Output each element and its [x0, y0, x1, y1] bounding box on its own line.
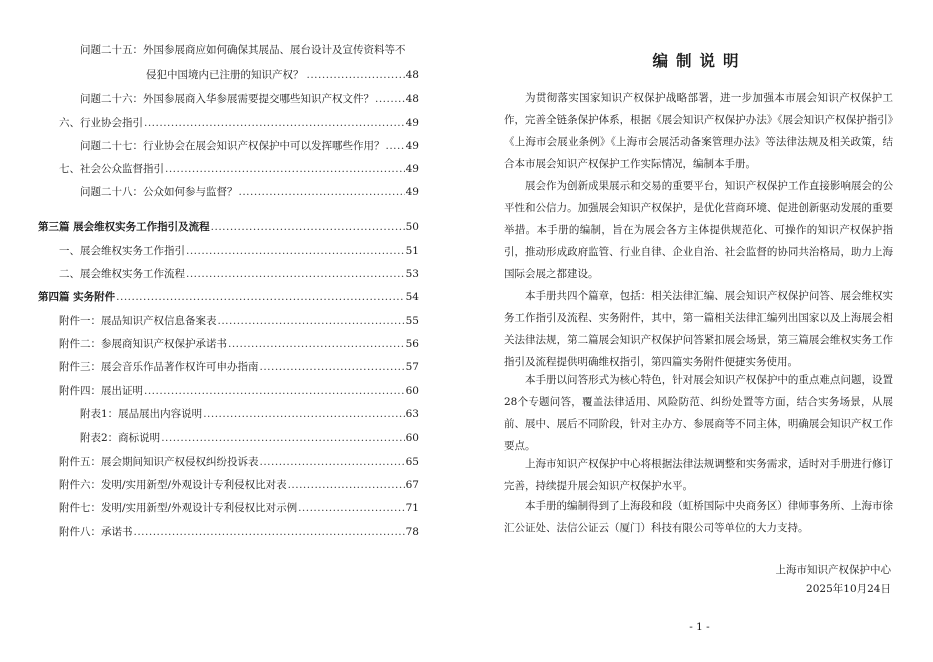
toc-entry-text: 附件四：展出证明 — [59, 385, 143, 397]
preface-paragraph: 展会作为创新成果展示和交易的重要平台，知识产权保护工作直接影响展会的公平性和公信力。加强展会知识产权保护，是优化营商环境、促进创新驱动发展的重要举措。本手册的编制，旨在为展会各方主体提供规范化、可操作的知识产权保护指引，推动形成政府监管、行业自律、企业自治、社会监督的协同共治格局，助力上海国际会展之都建设。 — [504, 180, 893, 280]
toc-page — [0, 0, 466, 662]
toc-leader — [298, 501, 405, 515]
toc-leader — [165, 162, 405, 176]
toc-part-entry[interactable] — [38, 290, 419, 304]
toc-entry-page: 49 — [405, 117, 419, 129]
toc-entry-text: 附件五：展会期间知识产权侵权纠纷投诉表 — [59, 456, 259, 468]
toc-entry-text: 附件一：展品知识产权信息备案表 — [59, 315, 217, 327]
toc-entry-text: 附件三：展会音乐作品著作权许可申办指南 — [59, 361, 259, 373]
toc-entry-text: 第三篇 展会维权实务工作指引及流程 — [38, 221, 210, 233]
toc-entry-page: 71 — [405, 502, 419, 514]
preface-page — [466, 0, 933, 662]
toc-entry-text: 侵犯中国境内已注册的知识产权？ — [146, 69, 304, 81]
toc-entry[interactable] — [59, 360, 419, 374]
toc-leader — [144, 384, 405, 398]
toc-entry-page: 67 — [405, 479, 419, 491]
preface-paragraph: 上海市知识产权保护中心将根据法律法规调整和实务需求，适时对手册进行修订完善，持续提升展会知识产权保护水平。 — [504, 458, 893, 492]
toc-entry-page: 55 — [405, 315, 419, 327]
toc-entry-text: 问题二十五：外国参展商应如何确保其展品、展台设计及宣传资料等不 — [80, 44, 406, 56]
toc-leader — [203, 407, 404, 421]
toc-entry-page: 56 — [405, 338, 419, 350]
toc-leader — [161, 431, 404, 445]
toc-entry[interactable] — [80, 139, 419, 153]
preface-paragraph: 本手册的编制得到了上海段和段（虹桥国际中央商务区）律师事务所、上海市徐汇公证处、法信公证云（厦门）科技有限公司等单位的大力支持。 — [504, 500, 893, 534]
toc-entry[interactable] — [80, 43, 416, 57]
toc-entry-text: 问题二十七：行业协会在展会知识产权保护中可以发挥哪些作用？ — [80, 140, 385, 152]
toc-entry[interactable] — [59, 337, 419, 351]
toc-entry-page: 49 — [405, 140, 419, 152]
toc-leader — [307, 68, 405, 82]
toc-entry-page: 49 — [405, 163, 419, 175]
page-number: - 1 - — [689, 621, 710, 633]
signature-date: 2025年10月24日 — [806, 583, 891, 595]
toc-entry-text: 附件七：发明/实用新型/外观设计专利侵权比对示例 — [59, 502, 298, 514]
toc-entry-page: 51 — [405, 245, 419, 257]
toc-entry-page: 54 — [405, 291, 419, 303]
toc-entry-page: 49 — [405, 186, 419, 198]
toc-leader — [186, 267, 405, 281]
toc-entry-text: 附表1：展品展出内容说明 — [80, 408, 203, 420]
toc-entry[interactable] — [80, 407, 419, 421]
toc-entry[interactable] — [59, 116, 419, 130]
toc-leader — [239, 185, 405, 199]
toc-entry[interactable] — [59, 162, 419, 176]
toc-entry-page: 48 — [405, 69, 419, 81]
toc-leader — [144, 116, 405, 130]
toc-leader — [218, 314, 405, 328]
toc-entry-page: 57 — [405, 361, 419, 373]
toc-entry-text: 问题二十六：外国参展商入华参展需要提交哪些知识产权文件？ — [80, 93, 374, 105]
toc-entry-page: 60 — [405, 432, 419, 444]
toc-entry-page: 53 — [405, 268, 419, 280]
toc-leader — [211, 220, 405, 234]
toc-leader — [260, 455, 405, 469]
toc-entry[interactable] — [80, 92, 419, 106]
toc-leader — [288, 478, 405, 492]
toc-entry-text: 一、展会维权实务工作指引 — [59, 245, 185, 257]
toc-leader — [186, 244, 405, 258]
toc-entry-text: 七、社会公众监督指引 — [59, 163, 164, 175]
toc-entry-text: 附表2：商标说明 — [80, 432, 161, 444]
toc-entry[interactable] — [80, 431, 419, 445]
toc-entry[interactable] — [59, 478, 419, 492]
toc-entry-page: 50 — [405, 221, 419, 233]
toc-entry[interactable] — [80, 185, 419, 199]
toc-entry-text: 附件八：承诺书 — [59, 526, 133, 538]
toc-entry-text: 二、展会维权实务工作流程 — [59, 268, 185, 280]
toc-entry-page: 65 — [405, 456, 419, 468]
toc-entry-text: 问题二十八：公众如何参与监督？ — [80, 186, 238, 198]
signature-organization: 上海市知识产权保护中心 — [775, 564, 891, 576]
toc-part-entry[interactable] — [38, 220, 419, 234]
toc-leader — [375, 92, 405, 106]
preface-paragraph: 本手册共四个篇章，包括：相关法律汇编、展会知识产权保护问答、展会维权实务工作指引及流程、实务附件，其中，第一篇相关法律汇编列出国家以及上海展会相关法律法规，第二篇展会知识产权保护问答紧扣展会场景，第三篇展会维权实务工作指引及流程提供明确维权指引，第四篇实务附件便捷实务使用。 — [504, 290, 893, 368]
toc-entry[interactable] — [59, 455, 419, 469]
toc-entry[interactable] — [59, 244, 419, 258]
toc-entry-text: 六、行业协会指引 — [59, 117, 143, 129]
toc-leader — [134, 525, 405, 539]
toc-entry-page: 48 — [405, 93, 419, 105]
toc-entry[interactable] — [59, 501, 419, 515]
toc-entry-text: 第四篇 实务附件 — [38, 291, 116, 303]
toc-leader — [228, 337, 405, 351]
toc-entry-page: 63 — [405, 408, 419, 420]
toc-leader — [116, 290, 404, 304]
toc-entry[interactable] — [59, 384, 419, 398]
toc-entry[interactable] — [146, 68, 419, 82]
preface-paragraph: 本手册以问答形式为核心特色，针对展会知识产权保护中的重点难点问题，设置28个专题问答，覆盖法律适用、风险防范、纠纷处置等方面，结合实务场景，从展前、展中、展后不同阶段，针对主办方、参展商等不同主体，明确展会知识产权工作要点。 — [504, 374, 893, 452]
toc-leader — [260, 360, 405, 374]
toc-entry-page: 78 — [405, 526, 419, 538]
toc-entry-page: 60 — [405, 385, 419, 397]
page-title: 编制说明 — [652, 51, 747, 70]
toc-leader — [386, 139, 405, 153]
toc-entry[interactable] — [59, 525, 419, 539]
toc-entry[interactable] — [59, 267, 419, 281]
toc-entry[interactable] — [59, 314, 419, 328]
preface-paragraph: 为贯彻落实国家知识产权保护战略部署，进一步加强本市展会知识产权保护工作，完善全链条保护体系，根据《展会知识产权保护办法》《展会知识产权保护指引》《上海市会展业条例》《上海市会展活动备案管理办法》等法律法规及相关政策，结合本市展会知识产权保护工作实际情况，编制本手册。 — [504, 92, 893, 170]
toc-entry-text: 附件六：发明/实用新型/外观设计专利侵权比对表 — [59, 479, 287, 491]
toc-entry-text: 附件二：参展商知识产权保护承诺书 — [59, 338, 227, 350]
